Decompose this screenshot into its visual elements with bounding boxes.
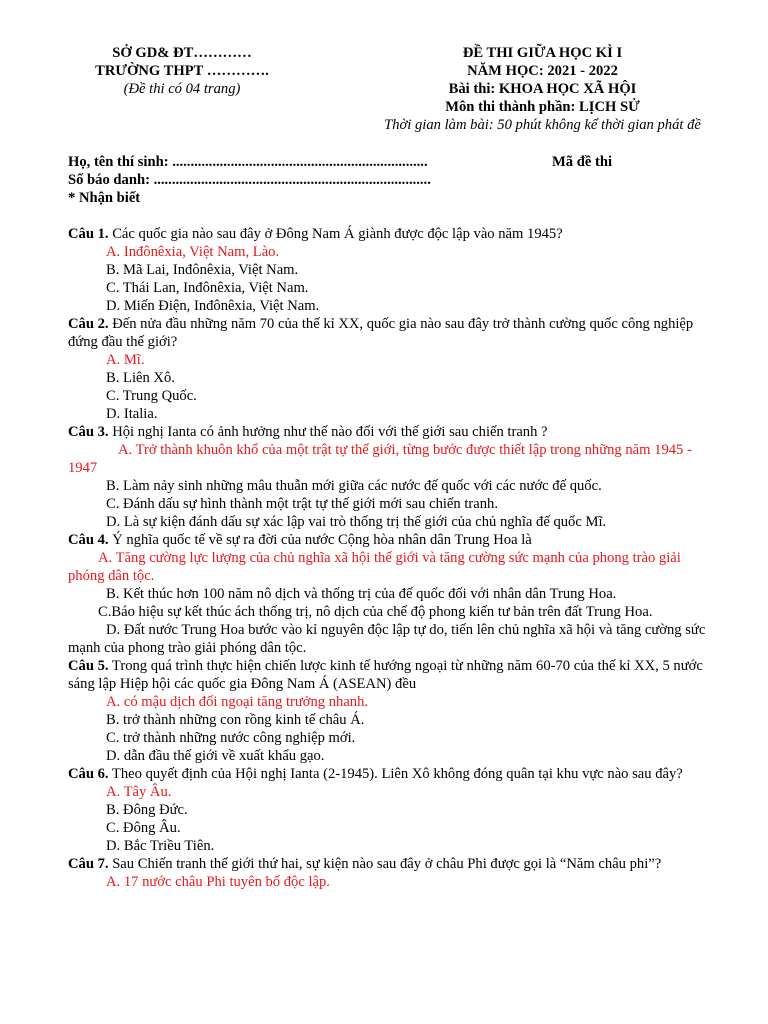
- exam-header: [330, 44, 755, 134]
- student-name-line: Họ, tên thí sinh: ......................................................................: [68, 154, 428, 170]
- department-line: SỞ GD& ĐT…………: [112, 45, 252, 61]
- option-b: B. Mã Lai, Inđônêxia, Việt Nam.: [106, 262, 299, 278]
- question-label: Câu 1.: [68, 226, 109, 242]
- question-5: [68, 657, 720, 765]
- question-label: Câu 5.: [68, 658, 109, 674]
- option-c: C. Trung Quốc.: [106, 388, 197, 404]
- question-4: [68, 531, 720, 657]
- question-text: Theo quyết định của Hội nghị Ianta (2-1945). Liên Xô không đóng quân tại khu vực nào sau đây?: [108, 766, 683, 782]
- question-label: Câu 4.: [68, 532, 109, 548]
- option-c: C. Thái Lan, Inđônêxia, Việt Nam.: [106, 280, 309, 296]
- exam-duration: Thời gian làm bài: 50 phút không kể thời gian phát đề: [384, 117, 701, 133]
- question-2: [68, 315, 720, 423]
- question-list: [68, 225, 720, 891]
- option-b: B. trở thành những con rồng kinh tế châu Á.: [106, 712, 365, 728]
- question-text: Trong quá trình thực hiện chiến lược kinh tế hướng ngoại từ những năm 60-70 của thế kỉ XX, 5 nước sáng lập Hiệp hội các quốc gia Đông Nam Á (ASEAN) đều: [68, 658, 703, 692]
- option-a: A. Trở thành khuôn khổ của một trật tự thế giới, từng bước được thiết lập trong những năm 1945 - 1947: [68, 442, 692, 476]
- option-a: A. 17 nước châu Phi tuyên bố độc lập.: [106, 874, 330, 890]
- option-d: D. dẫn đầu thế giới về xuất khẩu gạo.: [106, 748, 325, 764]
- exam-title: ĐỀ THI GIỮA HỌC KÌ I: [462, 45, 623, 61]
- option-b: B. Làm nảy sinh những mâu thuẫn mới giữa các nước đế quốc với các nước đế quốc.: [106, 478, 602, 494]
- option-c: C. Đông Âu.: [106, 820, 181, 836]
- option-c: C.Báo hiệu sự kết thúc ách thống trị, nô dịch của chế độ phong kiến tư bản trên đất Trung Hoa.: [98, 604, 653, 620]
- option-b: B. Đông Đức.: [106, 802, 188, 818]
- option-c: C. trở thành những nước công nghiệp mới.: [106, 730, 356, 746]
- option-a: A. Mĩ.: [106, 352, 145, 368]
- question-6: [68, 765, 720, 855]
- option-a: A. Inđônêxia, Việt Nam, Lào.: [106, 244, 280, 260]
- option-d: D. Italia.: [106, 406, 158, 422]
- option-a: A. Tăng cường lực lượng của chủ nghĩa xã hội thế giới và tăng cường sức mạnh của phong trào giải phóng dân tộc.: [68, 550, 681, 584]
- question-text: Sau Chiến tranh thế giới thứ hai, sự kiện nào sau đây ở châu Phi được gọi là “Năm châu phi”?: [108, 856, 662, 872]
- question-text: Đến nửa đầu những năm 70 của thế kỉ XX, quốc gia nào sau đây trở thành cường quốc công nghiệp đứng đầu thế giới?: [68, 316, 694, 350]
- question-text: Hội nghị Ianta có ảnh hưởng như thế nào đối với thế giới sau chiến tranh ?: [108, 424, 548, 440]
- option-a: A. có mậu dịch đối ngoại tăng trưởng nhanh.: [106, 694, 369, 710]
- option-b: B. Kết thúc hơn 100 năm nô dịch và thống trị của đế quốc đối với nhân dân Trung Hoa.: [106, 586, 617, 602]
- question-text: Các quốc gia nào sau đây ở Đông Nam Á giành được độc lập vào năm 1945?: [108, 226, 563, 242]
- student-id-line: Số báo danh: ............................................................................: [68, 172, 431, 188]
- student-info: [68, 153, 748, 207]
- question-1: [68, 225, 720, 315]
- question-label: Câu 6.: [68, 766, 109, 782]
- option-c: C. Đánh dấu sự hình thành một trật tự thế giới mới sau chiến tranh.: [106, 496, 498, 512]
- option-b: B. Liên Xô.: [106, 370, 175, 386]
- option-d: D. Đất nước Trung Hoa bước vào kỉ nguyên độc lập tự do, tiến lên chủ nghĩa xã hội và tăng cường sức mạnh của phong trào giải phóng dân tộc.: [68, 622, 706, 656]
- section-label: * Nhận biết: [68, 190, 141, 206]
- option-d: D. Là sự kiện đánh dấu sự xác lập vai trò thống trị thế giới của chủ nghĩa đế quốc Mĩ.: [106, 514, 607, 530]
- option-d: D. Bắc Triều Tiên.: [106, 838, 215, 854]
- school-year: NĂM HỌC: 2021 - 2022: [467, 63, 618, 79]
- exam-component: Môn thi thành phần: LỊCH SỬ: [445, 99, 640, 115]
- school-line: TRƯỜNG THPT ………….: [95, 63, 269, 79]
- page-count-note: (Đề thi có 04 trang): [123, 81, 241, 97]
- exam-subject: Bài thi: KHOA HỌC XÃ HỘI: [448, 81, 637, 97]
- question-text: Ý nghĩa quốc tế về sự ra đời của nước Cộng hòa nhân dân Trung Hoa là: [108, 532, 532, 548]
- question-label: Câu 3.: [68, 424, 109, 440]
- exam-code-label: Mã đề thi: [552, 154, 612, 170]
- option-a: A. Tây Âu.: [106, 784, 172, 800]
- question-7: [68, 855, 720, 891]
- option-d: D. Miến Điện, Inđônêxia, Việt Nam.: [106, 298, 320, 314]
- question-label: Câu 2.: [68, 316, 109, 332]
- school-header: [62, 44, 302, 98]
- question-label: Câu 7.: [68, 856, 109, 872]
- question-3: [68, 423, 720, 531]
